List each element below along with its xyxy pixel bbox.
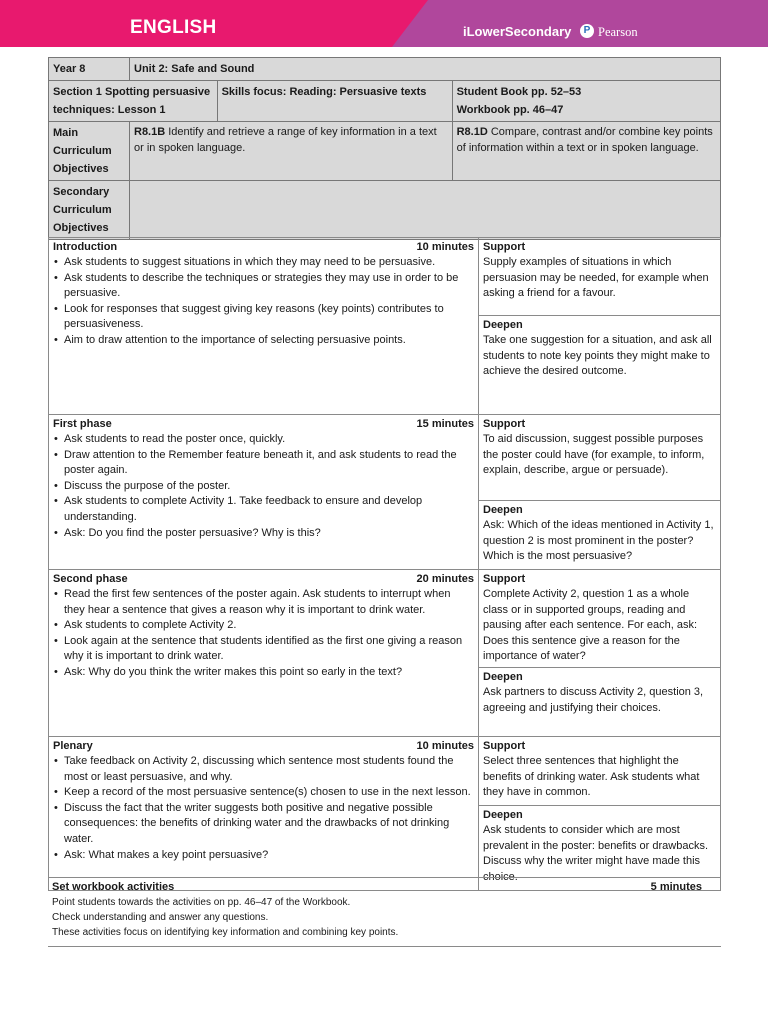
phase-plenary <box>49 736 479 890</box>
phase-title: Plenary <box>53 739 93 752</box>
activity-bullet: • Look for responses that suggest giving key reasons (key points) contributes to persuasiveness. <box>53 302 474 333</box>
activity-bullet: • Look again at the sentence that students identified as the first one giving a reason why it is important to drink water. <box>53 634 474 665</box>
phase-time: 20 minutes <box>416 573 474 585</box>
unit-cell: Unit 2: Safe and Sound <box>130 58 721 81</box>
deepen-text: Ask partners to discuss Activity 2, question 3, agreeing and justifying their choices. <box>483 685 704 714</box>
deepen-cell <box>479 316 721 415</box>
phase-title: First phase <box>53 418 112 430</box>
deepen-cell <box>479 667 721 736</box>
phase-row-first-phase <box>49 415 721 501</box>
workbook-line: Check understanding and answer any questions. <box>52 912 269 923</box>
support-text: Select three sentences that highlight the benefits of drinking water. Ask students what they have in common. <box>483 754 700 799</box>
activity-bullet: • Draw attention to the Remember feature beneath it, and ask students to read the poster again. <box>53 448 474 479</box>
support-cell <box>479 415 721 501</box>
phase-row-plenary <box>49 736 721 805</box>
workbook-line: These activities focus on identifying key information and combining key points. <box>52 927 399 938</box>
phase-bullets <box>53 432 474 541</box>
workbook-ref: Workbook pp. 46–47 <box>456 104 564 116</box>
objective-text: Compare, contrast and/or combine key points of information within a text or in spoken language. <box>456 126 713 154</box>
phase-bullets <box>53 255 474 349</box>
support-label: Support <box>483 241 526 253</box>
deepen-label: Deepen <box>483 670 523 683</box>
phase-introduction <box>49 238 479 415</box>
phase-time: 10 minutes <box>416 241 474 253</box>
phase-row-second-phase <box>49 570 721 668</box>
objective-text: Identify and retrieve a range of key information in a text or in spoken language. <box>134 126 437 154</box>
activity-bullet: • Ask students to complete Activity 1. Take feedback to ensure and develop understanding. <box>53 494 474 525</box>
pearson-logo-icon: P <box>580 24 594 38</box>
skills-cell: Skills focus: Reading: Persuasive texts <box>217 81 452 122</box>
header-banner <box>0 0 768 47</box>
phase-first-phase <box>49 415 479 570</box>
objective-code: R8.1D <box>456 126 488 138</box>
deepen-label: Deepen <box>483 319 523 331</box>
objective-code: R8.1B <box>134 126 166 138</box>
deepen-label: Deepen <box>483 504 523 516</box>
workbook-line: Point students towards the activities on pp. 46–47 of the Workbook. <box>52 897 351 908</box>
support-text: Complete Activity 2, question 1 as a whole class or in supported groups, reading and pausing after each sentence. For each, ask: Does this sentence give a reason for the importance of water? <box>483 588 698 663</box>
support-label: Support <box>483 573 526 585</box>
lesson-plan-table <box>48 237 721 891</box>
student-book-ref: Student Book pp. 52–53 <box>456 86 582 98</box>
activity-bullet: • Ask: Do you find the poster persuasive? Why is this? <box>53 526 474 542</box>
deepen-text: Take one suggestion for a situation, and ask all students to note key points they might make to achieve the desired outcome. <box>483 334 712 378</box>
deepen-text: Ask: Which of the ideas mentioned in Activity 1, question 2 is most prominent in the poster? Which is the most persuasive? <box>483 519 714 563</box>
phase-bullets <box>53 754 474 863</box>
objective-r81b <box>130 122 453 181</box>
activity-bullet: • Discuss the fact that the writer suggests both positive and negative possible consequences: the benefits of drinking water and the drawbacks of not drinking water. <box>53 801 474 848</box>
activity-bullet: • Ask: What makes a key point persuasive? <box>53 848 474 864</box>
activity-bullet: • Ask students to describe the techniques or strategies they may use in order to be persuasive. <box>53 271 474 302</box>
support-label: Support <box>483 739 526 752</box>
phase-title: Introduction <box>53 241 118 253</box>
workbook-header <box>52 881 702 893</box>
phase-header <box>53 738 474 754</box>
workbook-title: Set workbook activities <box>52 881 175 893</box>
phase-row-introduction <box>49 238 721 316</box>
activity-bullet: • Read the first few sentences of the poster again. Ask students to interrupt when they hear a sentence that gives a reason why it is important to drink water. <box>53 587 474 618</box>
support-text: To aid discussion, suggest possible purposes the poster could have (for example, to inform, explain, describe, argue or persuade). <box>483 433 705 477</box>
phase-header <box>53 571 474 587</box>
support-text: Supply examples of situations in which persuasion may be needed, for example when asking a friend for a favour. <box>483 256 709 300</box>
brand-name: iLowerSecondary <box>463 24 572 39</box>
publisher-name: Pearson <box>598 25 638 39</box>
workbook-lines <box>52 895 398 940</box>
section-cell: Section 1 Spotting persuasive techniques: Lesson 1 <box>49 81 218 122</box>
main-objectives-label: Main Curriculum Objectives <box>49 122 130 181</box>
activity-bullet: • Aim to draw attention to the importance of selecting persuasive points. <box>53 333 474 349</box>
activity-bullet: • Ask students to read the poster once, quickly. <box>53 432 474 448</box>
deepen-label: Deepen <box>483 808 523 821</box>
workbook-time: 5 minutes <box>650 881 702 893</box>
objective-r81d <box>452 122 720 181</box>
banner-purple-band <box>392 0 768 47</box>
support-cell <box>479 570 721 668</box>
deepen-cell <box>479 501 721 570</box>
lesson-info-table <box>48 57 721 240</box>
subject-title: ENGLISH <box>130 17 217 38</box>
support-cell <box>479 238 721 316</box>
activity-bullet: • Ask students to suggest situations in which they may need to be persuasive. <box>53 255 474 271</box>
phase-time: 15 minutes <box>416 418 474 430</box>
support-cell <box>479 736 721 805</box>
phase-time: 10 minutes <box>416 739 474 752</box>
secondary-objectives-label: Secondary Curriculum Objectives <box>49 181 130 240</box>
activity-bullet: • Keep a record of the most persuasive sentence(s) chosen to use in the next lesson. <box>53 785 474 801</box>
workbook-activities <box>48 877 721 947</box>
year-cell: Year 8 <box>49 58 130 81</box>
support-label: Support <box>483 418 526 430</box>
phase-bullets <box>53 587 474 681</box>
secondary-objectives-value <box>130 181 721 240</box>
activity-bullet: • Ask students to complete Activity 2. <box>53 618 474 634</box>
phase-header <box>53 416 474 432</box>
phase-title: Second phase <box>53 573 128 585</box>
activity-bullet: • Ask: Why do you think the writer makes this point so early in the text? <box>53 665 474 681</box>
books-cell <box>452 81 720 122</box>
phase-second-phase <box>49 570 479 737</box>
phase-header <box>53 239 474 255</box>
deepen-text: Ask students to consider which are most prevalent in the poster: benefits or drawbacks. Discuss why the writer might have made this choice. <box>483 823 709 883</box>
activity-bullet: • Discuss the purpose of the poster. <box>53 479 474 495</box>
activity-bullet: • Take feedback on Activity 2, discussing which sentence most students found the most or least persuasive, and why. <box>53 754 474 785</box>
